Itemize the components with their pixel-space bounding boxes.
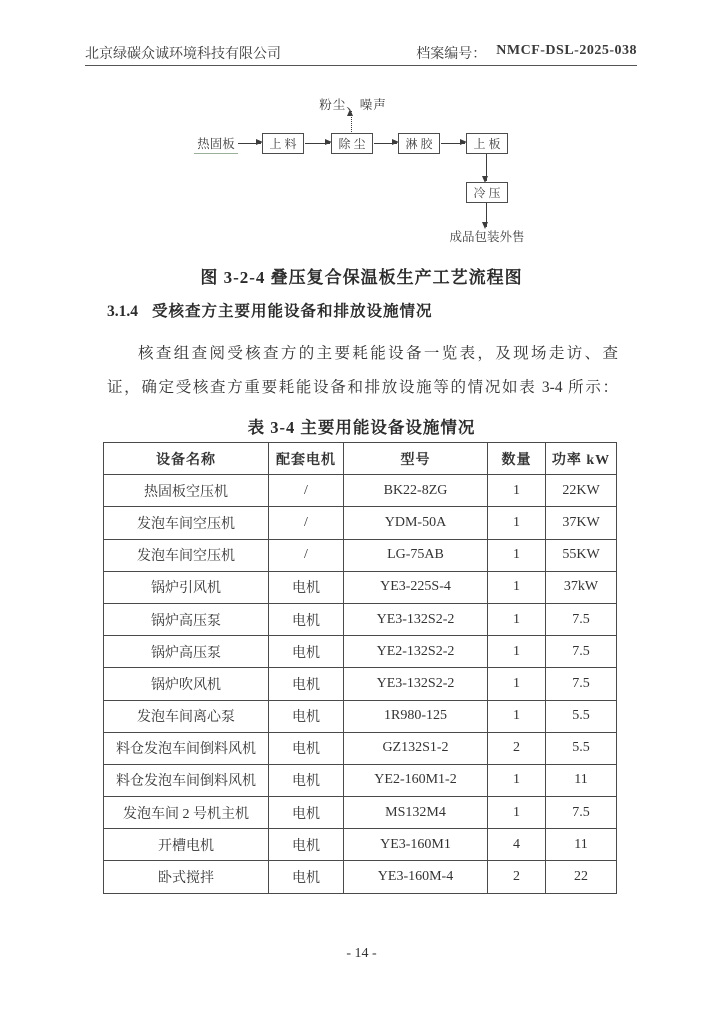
table-cell: 1 xyxy=(488,797,546,829)
table-cell: 11 xyxy=(546,829,617,861)
flow-arrow xyxy=(441,143,465,144)
table-cell: 发泡车间空压机 xyxy=(104,539,269,571)
table-row xyxy=(104,732,617,764)
table-cell: YDM-50A xyxy=(344,507,488,539)
table-row xyxy=(104,636,617,668)
flow-step-box: 淋 胶 xyxy=(398,133,440,154)
table-caption: 表 3-4 主要用能设备设施情况 xyxy=(247,418,476,437)
flow-arrow-down xyxy=(486,203,487,227)
page-number: - 14 - xyxy=(346,946,377,961)
page-header xyxy=(85,44,637,66)
table-cell: 5.5 xyxy=(546,732,617,764)
table-cell: YE2-132S2-2 xyxy=(344,636,488,668)
table-row xyxy=(104,603,617,635)
table-cell: 37kW xyxy=(546,571,617,603)
header-company: 北京绿碳众诚环境科技有限公司 xyxy=(85,47,281,62)
table-row xyxy=(104,507,617,539)
file-ref-number: NMCF-DSL-2025-038 xyxy=(496,43,637,58)
table-body xyxy=(104,475,617,893)
table-cell: 锅炉高压泵 xyxy=(104,603,269,635)
table-row xyxy=(104,539,617,571)
table-cell: 料仓发泡车间倒料风机 xyxy=(104,732,269,764)
table-cell: 2 xyxy=(488,732,546,764)
table-cell: 卧式搅拌 xyxy=(104,861,269,893)
emission-label: 粉尘、噪声 xyxy=(319,98,387,112)
table-cell: 7.5 xyxy=(546,797,617,829)
table-cell: 1 xyxy=(488,603,546,635)
flow-arrow xyxy=(374,143,397,144)
table-cell: 4 xyxy=(488,829,546,861)
header-file-ref xyxy=(416,43,637,63)
table-cell: 22KW xyxy=(546,475,617,507)
table-cell: YE3-225S-4 xyxy=(344,571,488,603)
table-cell: 7.5 xyxy=(546,603,617,635)
table-cell: 电机 xyxy=(269,636,344,668)
table-cell: 5.5 xyxy=(546,700,617,732)
file-ref-label: 档案编号： xyxy=(416,47,487,62)
table-cell: LG-75AB xyxy=(344,539,488,571)
flow-arrow-down xyxy=(486,154,487,181)
flow-step-box: 上 料 xyxy=(262,133,304,154)
table-cell: 电机 xyxy=(269,668,344,700)
body-paragraph xyxy=(107,337,618,405)
table-cell: 1R980-125 xyxy=(344,700,488,732)
table-cell: 1 xyxy=(488,507,546,539)
table-cell: 11 xyxy=(546,764,617,796)
table-cell: YE3-160M-4 xyxy=(344,861,488,893)
flow-output-label: 成品包装外售 xyxy=(449,230,525,244)
table-cell: 锅炉高压泵 xyxy=(104,636,269,668)
table-cell: 电机 xyxy=(269,829,344,861)
process-flowchart xyxy=(0,95,723,247)
table-row xyxy=(104,829,617,861)
table-header-cell: 功率 kW xyxy=(546,443,617,475)
table-row xyxy=(104,571,617,603)
table-cell: 22 xyxy=(546,861,617,893)
table-cell: 开槽电机 xyxy=(104,829,269,861)
table-cell: / xyxy=(269,539,344,571)
table-cell: 电机 xyxy=(269,797,344,829)
section-number: 3.1.4 xyxy=(107,303,138,320)
table-cell: 电机 xyxy=(269,700,344,732)
section-heading xyxy=(107,299,433,321)
emission-arrow-up-dotted xyxy=(351,111,352,132)
table-cell: 锅炉引风机 xyxy=(104,571,269,603)
table-cell: 电机 xyxy=(269,571,344,603)
table-cell: 1 xyxy=(488,636,546,668)
paragraph-line: 核查组查阅受核查方的主要耗能设备一览表，及现场走访、查 xyxy=(138,345,618,362)
table-cell: 1 xyxy=(488,700,546,732)
table-cell: 电机 xyxy=(269,732,344,764)
table-cell: YE3-160M1 xyxy=(344,829,488,861)
table-cell: 37KW xyxy=(546,507,617,539)
equipment-table xyxy=(103,442,617,894)
flow-step-box: 除 尘 xyxy=(331,133,373,154)
table-cell: YE3-132S2-2 xyxy=(344,603,488,635)
table-row xyxy=(104,475,617,507)
table-cell: 1 xyxy=(488,764,546,796)
table-cell: 电机 xyxy=(269,861,344,893)
table-cell: 锅炉吹风机 xyxy=(104,668,269,700)
flow-arrow xyxy=(238,143,261,144)
table-cell: 7.5 xyxy=(546,668,617,700)
table-cell: 料仓发泡车间倒料风机 xyxy=(104,764,269,796)
table-cell: 2 xyxy=(488,861,546,893)
table-header-cell: 型号 xyxy=(344,443,488,475)
table-cell: 发泡车间 2 号机主机 xyxy=(104,797,269,829)
table-row xyxy=(104,668,617,700)
table-cell: 发泡车间空压机 xyxy=(104,507,269,539)
table-header-cell: 配套电机 xyxy=(269,443,344,475)
table-cell: MS132M4 xyxy=(344,797,488,829)
table-cell: YE3-132S2-2 xyxy=(344,668,488,700)
table-cell: 电机 xyxy=(269,603,344,635)
table-cell: 发泡车间离心泵 xyxy=(104,700,269,732)
flow-step-box: 冷 压 xyxy=(466,182,508,203)
table-cell: GZ132S1-2 xyxy=(344,732,488,764)
table-cell: YE2-160M1-2 xyxy=(344,764,488,796)
table-cell: / xyxy=(269,475,344,507)
table-cell: 1 xyxy=(488,571,546,603)
flow-step-box: 上 板 xyxy=(466,133,508,154)
table-cell: 1 xyxy=(488,475,546,507)
table-cell: BK22-8ZG xyxy=(344,475,488,507)
flow-input-label: 热固板 xyxy=(194,134,238,154)
table-row xyxy=(104,861,617,893)
table-cell: 55KW xyxy=(546,539,617,571)
table-cell: 电机 xyxy=(269,764,344,796)
table-cell: 1 xyxy=(488,539,546,571)
figure-caption: 图 3-2-4 叠压复合保温板生产工艺流程图 xyxy=(200,268,523,287)
table-cell: / xyxy=(269,507,344,539)
table-cell: 7.5 xyxy=(546,636,617,668)
table-row xyxy=(104,764,617,796)
paragraph-line: 证，确定受核查方重要耗能设备和排放设施等的情况如表 3-4 所示： xyxy=(107,379,618,396)
table-cell: 1 xyxy=(488,668,546,700)
table-row xyxy=(104,797,617,829)
section-title: 受核查方主要用能设备和排放设施情况 xyxy=(152,303,433,320)
flow-arrow xyxy=(305,143,330,144)
table-row xyxy=(104,700,617,732)
table-header-row xyxy=(104,443,617,475)
table-header-cell: 设备名称 xyxy=(104,443,269,475)
table-header-cell: 数量 xyxy=(488,443,546,475)
table-cell: 热固板空压机 xyxy=(104,475,269,507)
